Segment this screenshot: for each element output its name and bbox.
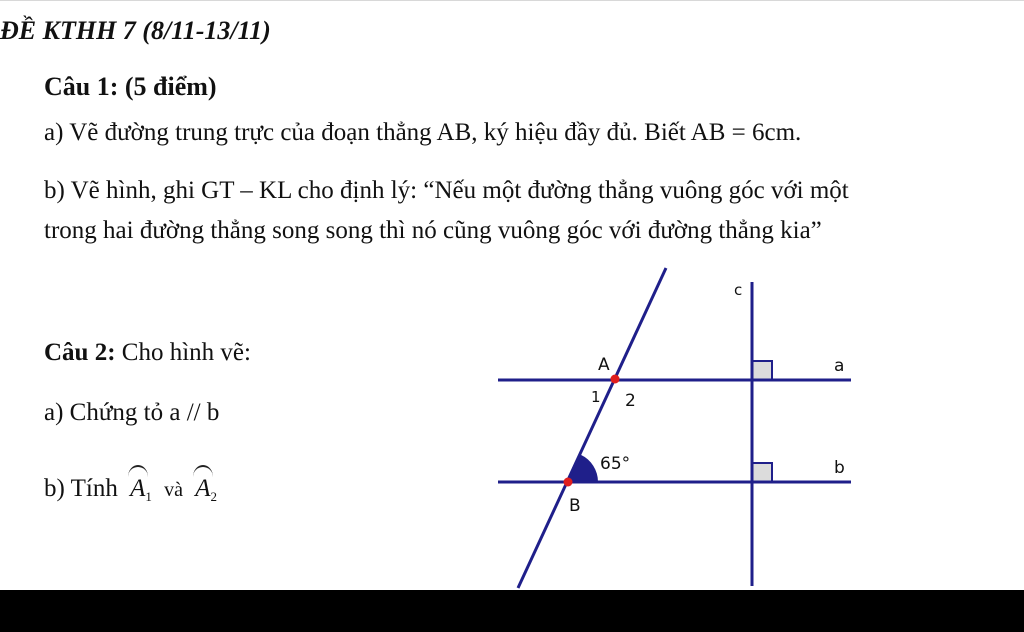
question-2-part-b-connector: và — [164, 479, 184, 501]
label-angle-2: 2 — [625, 391, 636, 411]
point-b — [564, 478, 573, 487]
right-angle-mark-b — [752, 463, 772, 482]
bottom-black-band — [0, 590, 1024, 632]
label-angle-1: 1 — [591, 388, 601, 406]
label-a: a — [834, 356, 845, 376]
exam-title: ĐỀ KTHH 7 (8/11-13/11) — [0, 16, 271, 45]
angle-a2-subscript: 2 — [210, 489, 218, 504]
question-2-label: Câu 2: — [44, 339, 116, 366]
question-2-part-a: a) Chứng tỏ a // b — [44, 399, 220, 426]
angle-a1-letter: A — [130, 475, 146, 502]
transversal-line — [518, 268, 666, 588]
right-angle-mark-a — [752, 361, 772, 380]
question-1-part-a: a) Vẽ đường trung trực của đoạn thẳng AB, ký hiệu đầy đủ. Biết AB = 6cm. — [44, 119, 802, 146]
question-2-part-b-prefix: b) Tính — [44, 475, 118, 502]
label-c: c — [734, 281, 743, 299]
question-2-prompt: Cho hình vẽ: — [115, 339, 251, 366]
label-point-a: A — [598, 355, 610, 375]
question-1-heading: Câu 1: (5 điểm) — [44, 72, 217, 101]
point-a — [611, 375, 620, 384]
label-point-b: B — [569, 496, 581, 516]
label-angle-65: 65° — [600, 454, 631, 474]
question-1-part-b-line-1: b) Vẽ hình, ghi GT – KL cho định lý: “Nếu một đường thẳng vuông góc với một — [44, 177, 849, 204]
question-1-part-b-line-2: trong hai đường thẳng song song thì nó cũng vuông góc với đường thẳng kia” — [44, 217, 822, 244]
angle-a1-subscript: 1 — [145, 489, 152, 504]
angle-a2-letter: A — [195, 475, 211, 502]
label-b: b — [834, 458, 845, 478]
